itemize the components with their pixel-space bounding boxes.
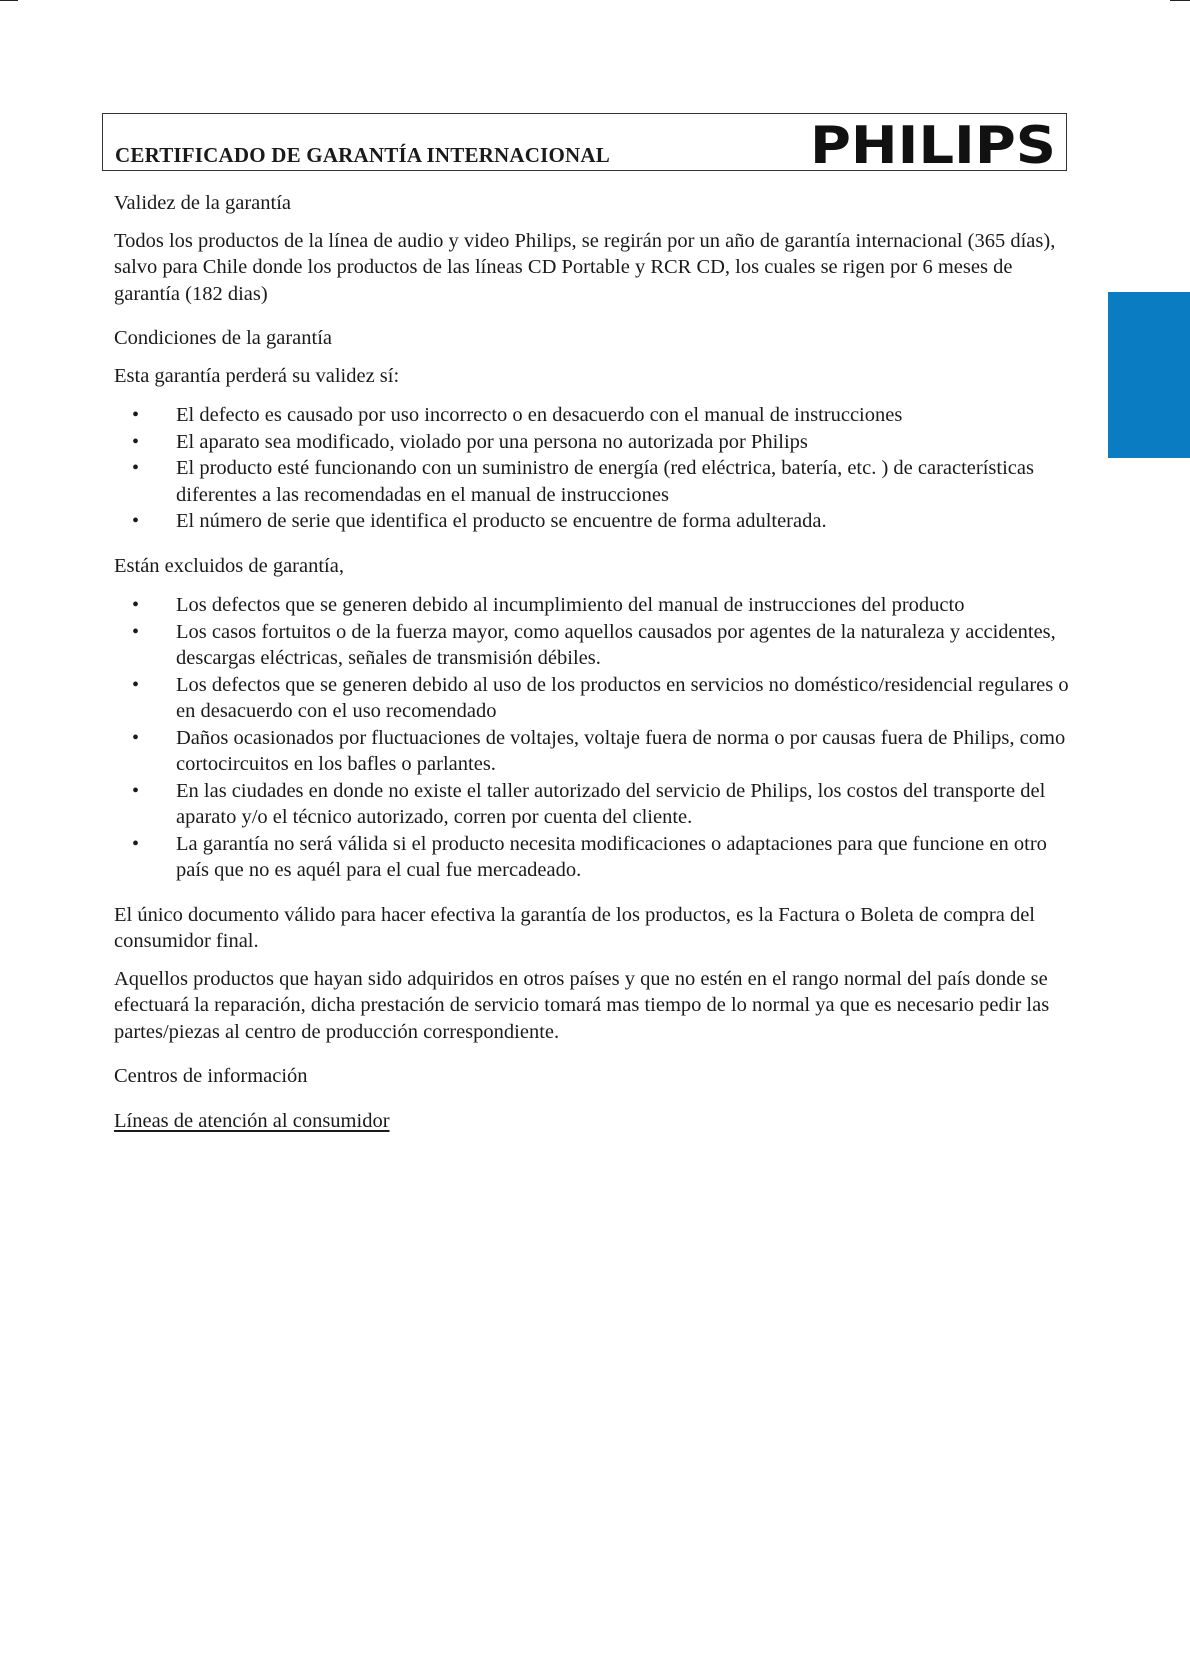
conditions-heading: Condiciones de la garantía (114, 327, 333, 349)
exclusions-heading: Están excluidos de garantía, (114, 554, 344, 577)
document-body (114, 190, 1069, 1134)
document-paragraph: El único documento válido para hacer efectiva la garantía de los productos, es la Factura o Boleta de compra del consumidor final. (114, 903, 1035, 952)
info-centers-heading: Centros de información (114, 1065, 308, 1087)
page-title: CERTIFICADO DE GARANTÍA INTERNACIONAL (115, 143, 610, 167)
section-color-tab (1108, 292, 1190, 458)
svg-text:PHILIPS: PHILIPS (810, 116, 1056, 168)
list-item: • En las ciudades en donde no existe el taller autorizado del servicio de Philips, los costos del transporte del aparato y/o el técnico autorizado, corren por cuenta del cliente. (114, 778, 1069, 831)
list-item: • Los casos fortuitos o de la fuerza mayor, como aquellos causados por agentes de la naturaleza y accidentes, descargas eléctricas, señales de transmisión débiles. (114, 619, 1069, 672)
list-item: • El defecto es causado por uso incorrecto o en desacuerdo con el manual de instrucciones (114, 402, 1069, 429)
consumer-lines-heading: Líneas de atención al consumidor (114, 1109, 390, 1132)
list-item: • Daños ocasionados por fluctuaciones de voltajes, voltaje fuera de norma o por causas fuera de Philips, como cortocircuitos en los bafles o parlantes. (114, 725, 1069, 778)
list-item: • La garantía no será válida si el producto necesita modificaciones o adaptaciones para que funcione en otro país que no es aquél para el cual fue mercadeado. (114, 831, 1069, 884)
validity-heading: Validez de la garantía (114, 192, 292, 214)
conditions-intro: Esta garantía perderá su validez sí: (114, 364, 400, 387)
crop-mark-left (0, 0, 18, 1)
list-item: • El número de serie que identifica el producto se encuentre de forma adulterada. (114, 508, 1069, 535)
list-item: • El aparato sea modificado, violado por una persona no autorizada por Philips (114, 429, 1069, 456)
list-item: • Los defectos que se generen debido al uso de los productos en servicios no doméstico/residencial regulares o en desacuerdo con el uso recomendado (114, 672, 1069, 725)
list-item: • El producto esté funcionando con un suministro de energía (red eléctrica, batería, etc. ) de características diferentes a las recomendadas en el manual de instrucciones (114, 455, 1069, 508)
philips-logo (808, 114, 1058, 168)
exclusions-list (114, 592, 1069, 884)
validity-paragraph: Todos los productos de la línea de audio y video Philips, se regirán por un año de garantía internacional (365 días), salvo para Chile donde los productos de las líneas CD Portable y RCR CD, los cuales se rigen por 6 meses de garantía (182 dias) (114, 229, 1056, 305)
conditions-list (114, 402, 1069, 535)
foreign-products-paragraph: Aquellos productos que hayan sido adquiridos en otros países y que no estén en el rango normal del país donde se efectuará la reparación, dicha prestación de servicio tomará mas tiempo de lo normal ya que es necesario pedir las partes/piezas al centro de producción correspondiente. (114, 967, 1050, 1043)
list-item: • Los defectos que se generen debido al incumplimiento del manual de instrucciones del producto (114, 592, 1069, 619)
header-box (102, 113, 1067, 171)
crop-mark-right (1170, 0, 1190, 1)
